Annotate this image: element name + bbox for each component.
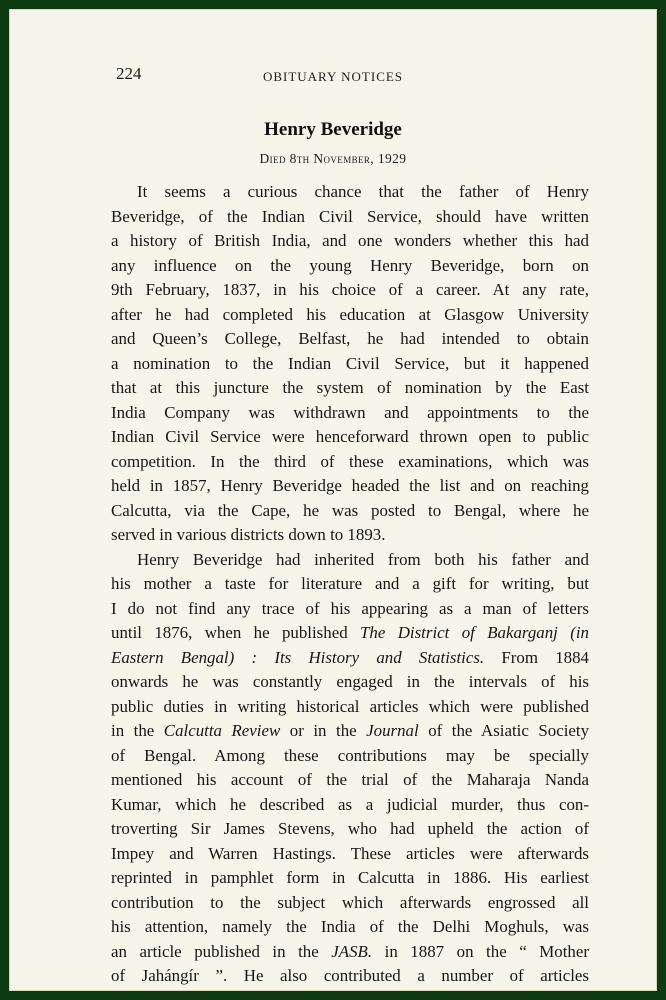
text-segment: or in the bbox=[280, 721, 367, 740]
text-segment: India Company was withdrawn and appointments to the bbox=[111, 402, 589, 422]
text-segment: contribution to the subject which afterwards engrossed all bbox=[111, 892, 589, 912]
text-line bbox=[111, 646, 589, 671]
text-segment: of Jahángír ”. He also contributed a number of articles bbox=[111, 966, 589, 985]
text-segment: in the bbox=[111, 721, 164, 740]
text-line bbox=[111, 523, 589, 548]
article-body bbox=[111, 180, 589, 989]
text-segment: It seems a curious chance that the father of Henry bbox=[137, 182, 589, 201]
text-line bbox=[111, 254, 589, 279]
text-line bbox=[111, 719, 589, 744]
text-line bbox=[111, 180, 589, 205]
text-line bbox=[111, 450, 589, 475]
paragraph-1 bbox=[111, 180, 589, 548]
text-segment: Henry Beveridge had inherited from both his father and bbox=[137, 549, 589, 569]
text-segment: a nomination to the Indian Civil Service, but it happened bbox=[111, 353, 589, 373]
text-segment: competition. In the third of these examinations, which was bbox=[111, 451, 589, 471]
italic-text: The District of Bakarganj (in bbox=[360, 623, 590, 642]
text-line bbox=[111, 964, 589, 989]
text-line bbox=[111, 695, 589, 720]
text-segment: after he had completed his education at Glasgow University bbox=[111, 304, 589, 324]
text-segment: a history of British India, and one wonders whether this had bbox=[111, 231, 589, 250]
text-line bbox=[111, 474, 589, 499]
text-segment: I do not find any trace of his appearing as a man of letters bbox=[111, 598, 589, 618]
text-segment: that at this juncture the system of nomination by the East bbox=[111, 378, 589, 397]
text-line bbox=[111, 229, 589, 254]
text-segment: an article published in the bbox=[111, 941, 332, 961]
text-segment: troverting Sir James Stevens, who had upheld the action of bbox=[111, 819, 589, 838]
article-title: Henry Beveridge bbox=[264, 119, 402, 140]
text-segment: until 1876, when he published bbox=[111, 623, 361, 642]
article-subtitle: Died 8th November, 1929 bbox=[259, 151, 407, 166]
text-segment: Beveridge, of the Indian Civil Service, should have written bbox=[111, 206, 589, 226]
text-segment: reprinted in pamphlet form in Calcutta in 1886. His earliest bbox=[111, 868, 589, 887]
text-line bbox=[111, 376, 589, 401]
text-line bbox=[111, 744, 589, 769]
text-segment: Impey and Warren Hastings. These articles were afterwards bbox=[111, 843, 589, 863]
text-line bbox=[111, 866, 589, 891]
text-segment: held in 1857, Henry Beveridge headed the list and on reaching bbox=[111, 476, 589, 495]
text-line bbox=[111, 817, 589, 842]
text-line bbox=[111, 303, 589, 328]
running-head: OBITUARY NOTICES bbox=[262, 69, 404, 84]
text-segment: any influence on the young Henry Beveridge, born on bbox=[111, 255, 589, 275]
italic-text: Calcutta Review bbox=[163, 721, 281, 740]
text-segment: From 1884 bbox=[484, 647, 589, 667]
text-segment: onwards he was constantly engaged in the intervals of his bbox=[111, 672, 589, 691]
text-line bbox=[111, 793, 589, 818]
text-line bbox=[111, 352, 589, 377]
text-line bbox=[111, 621, 589, 646]
text-line bbox=[111, 499, 589, 524]
text-line bbox=[111, 915, 589, 940]
text-segment: his mother a taste for literature and a gift for writing, but bbox=[111, 574, 589, 593]
text-segment: of the Asiatic Society bbox=[418, 721, 590, 740]
italic-text: Journal bbox=[366, 721, 419, 740]
italic-text: JASB. bbox=[331, 941, 373, 961]
text-segment: his attention, namely the India of the Delhi Moghuls, was bbox=[111, 917, 589, 936]
text-line bbox=[111, 548, 589, 573]
text-line bbox=[111, 891, 589, 916]
text-segment: of Bengal. Among these contributions may be specially bbox=[111, 745, 589, 765]
text-line bbox=[111, 401, 589, 426]
text-line bbox=[111, 327, 589, 352]
text-line bbox=[111, 940, 589, 965]
text-segment: Indian Civil Service were henceforward thrown open to public bbox=[111, 427, 589, 446]
text-line bbox=[111, 205, 589, 230]
page bbox=[9, 9, 657, 991]
text-segment: 9th February, 1837, in his choice of a career. At any rate, bbox=[111, 280, 589, 299]
text-line bbox=[111, 768, 589, 793]
text-line bbox=[111, 425, 589, 450]
text-line bbox=[111, 572, 589, 597]
text-line bbox=[111, 278, 589, 303]
italic-text: Eastern Bengal) : Its History and Statistics. bbox=[111, 647, 485, 667]
text-segment: mentioned his account of the trial of the Maharaja Nanda bbox=[111, 770, 589, 789]
text-segment: served in various districts down to 1893. bbox=[111, 525, 386, 544]
text-line bbox=[111, 670, 589, 695]
text-segment: Calcutta, via the Cape, he was posted to Bengal, where he bbox=[111, 500, 589, 520]
text-line bbox=[111, 842, 589, 867]
text-segment: Kumar, which he described as a judicial murder, thus con- bbox=[111, 794, 589, 814]
text-segment: and Queen’s College, Belfast, he had intended to obtain bbox=[111, 329, 589, 348]
text-segment: in 1887 on the “ Mother bbox=[372, 941, 589, 961]
text-line bbox=[111, 597, 589, 622]
page-number: 224 bbox=[116, 64, 142, 83]
paragraph-2 bbox=[111, 548, 589, 989]
text-segment: public duties in writing historical articles which were published bbox=[111, 696, 589, 716]
